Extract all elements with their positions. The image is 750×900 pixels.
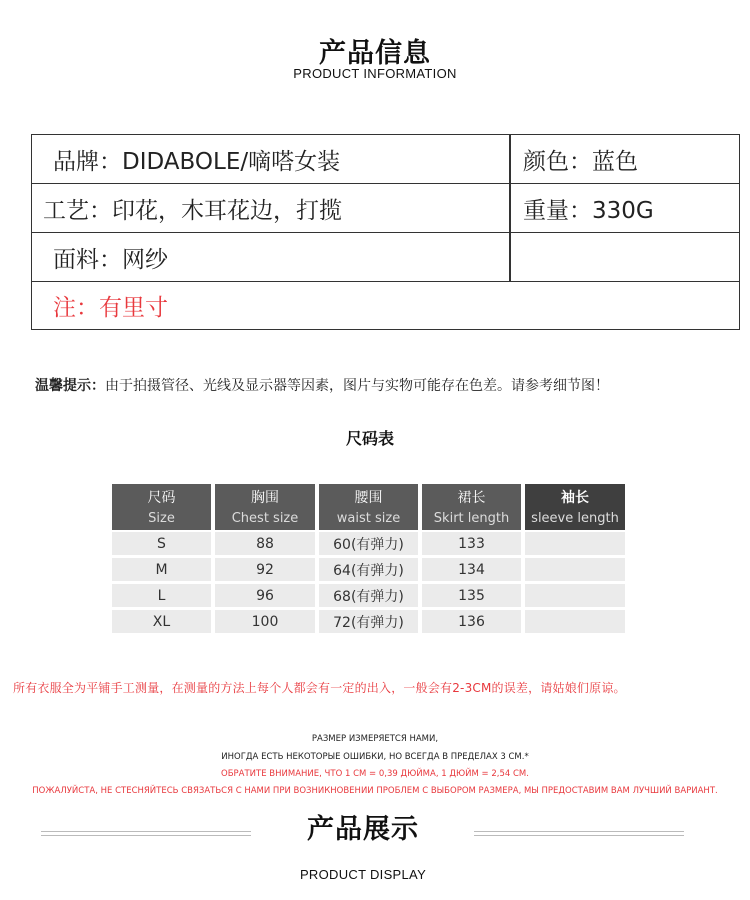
- chest-cell: 100: [215, 610, 315, 633]
- size-cell: M: [112, 558, 211, 581]
- skirt-cell: 136: [422, 610, 521, 633]
- sleeve-cell: [525, 610, 625, 633]
- craft-text: 工艺：印花，木耳花边，打揽: [43, 197, 342, 224]
- ru-line-2: ИНОГДА ЕСТЬ НЕКОТОРЫЕ ОШИБКИ, НО ВСЕГДА В ПРЕДЕЛАХ 3 СМ.*: [221, 752, 529, 762]
- header-cn: 裙长: [457, 490, 486, 506]
- measure-note: 所有衣服全为平铺手工测量，在测量的方法上每个人都会有一定的出入，一般会有2-3CM的误差，请姑娘们原谅。: [13, 681, 626, 695]
- sleeve-cell: [525, 532, 625, 555]
- ru-line-4: ПОЖАЛУЙСТА, НЕ СТЕСНЯЙТЕСЬ СВЯЗАТЬСЯ С НАМИ ПРИ ВОЗНИКНОВЕНИИ ПРОБЛЕМ С ВЫБОРОМ РАЗМЕРА, МЫ ПРЕДОСТАВИМ ВАМ ЛУЧШИЙ ВАРИАНТ.: [32, 786, 718, 796]
- header-cn: 胸围: [251, 490, 279, 506]
- waist-cell: 64(有弹力): [319, 558, 418, 581]
- header-en: Size: [148, 511, 175, 526]
- skirt-cell: 135: [422, 584, 521, 607]
- chest-cell: 92: [215, 558, 315, 581]
- waist-cell: 68(有弹力): [319, 584, 418, 607]
- chest-cell: 88: [215, 532, 315, 555]
- product-info-table: [31, 134, 740, 330]
- warm-tip: [35, 375, 609, 395]
- brand-text: 品牌：DIDABOLE/嘀嗒女装: [53, 148, 341, 175]
- waist-cell: 72(有弹力): [319, 610, 418, 633]
- header-cell: [319, 484, 418, 530]
- size-cell: L: [112, 584, 211, 607]
- info-row: [32, 184, 739, 233]
- header-cn: 腰围: [354, 490, 383, 506]
- size-chart-title: 尺码表: [345, 429, 394, 448]
- display-title-cn: 产品展示: [307, 814, 419, 845]
- section-title-cn: 产品信息: [319, 38, 431, 69]
- fabric-text: 面料：网纱: [53, 246, 168, 273]
- header-en: Skirt length: [433, 511, 510, 526]
- sleeve-cell: [525, 558, 625, 581]
- waist-cell: 60(有弹力): [319, 532, 418, 555]
- tip-text: 由于拍摄管径、光线及显示器等因素，图片与实物可能存在色差。请参考细节图！: [105, 378, 609, 394]
- ru-line-1: РАЗМЕР ИЗМЕРЯЕТСЯ НАМИ,: [311, 734, 439, 744]
- header-cell: [215, 484, 315, 530]
- size-cell: XL: [112, 610, 211, 633]
- sleeve-cell: [525, 584, 625, 607]
- display-title-en: PRODUCT DISPLAY: [299, 867, 427, 882]
- header-cn: 袖长: [561, 490, 589, 506]
- chest-cell: 96: [215, 584, 315, 607]
- section-title-en: PRODUCT INFORMATION: [293, 66, 457, 81]
- note-text: 注：有里寸: [53, 295, 168, 321]
- color-text: 颜色：蓝色: [523, 148, 638, 175]
- size-cell: S: [112, 532, 211, 555]
- info-row: [32, 282, 739, 329]
- header-cell: [525, 484, 625, 530]
- skirt-cell: 134: [422, 558, 521, 581]
- header-cn: 尺码: [147, 490, 176, 506]
- weight-text: 重量：330G: [523, 197, 654, 224]
- skirt-cell: 133: [422, 532, 521, 555]
- header-cell: [422, 484, 521, 530]
- header-en: sleeve length: [531, 511, 619, 526]
- info-row: [32, 233, 739, 282]
- header-en: waist size: [336, 511, 401, 526]
- header-cell: [112, 484, 211, 530]
- header-en: Chest size: [231, 511, 299, 526]
- info-row: [32, 135, 739, 184]
- tip-label: 温馨提示：: [35, 378, 105, 394]
- ru-line-3: ОБРАТИТЕ ВНИМАНИЕ, ЧТО 1 СМ = 0,39 ДЮЙМА, 1 ДЮЙМ = 2,54 СМ.: [221, 769, 529, 779]
